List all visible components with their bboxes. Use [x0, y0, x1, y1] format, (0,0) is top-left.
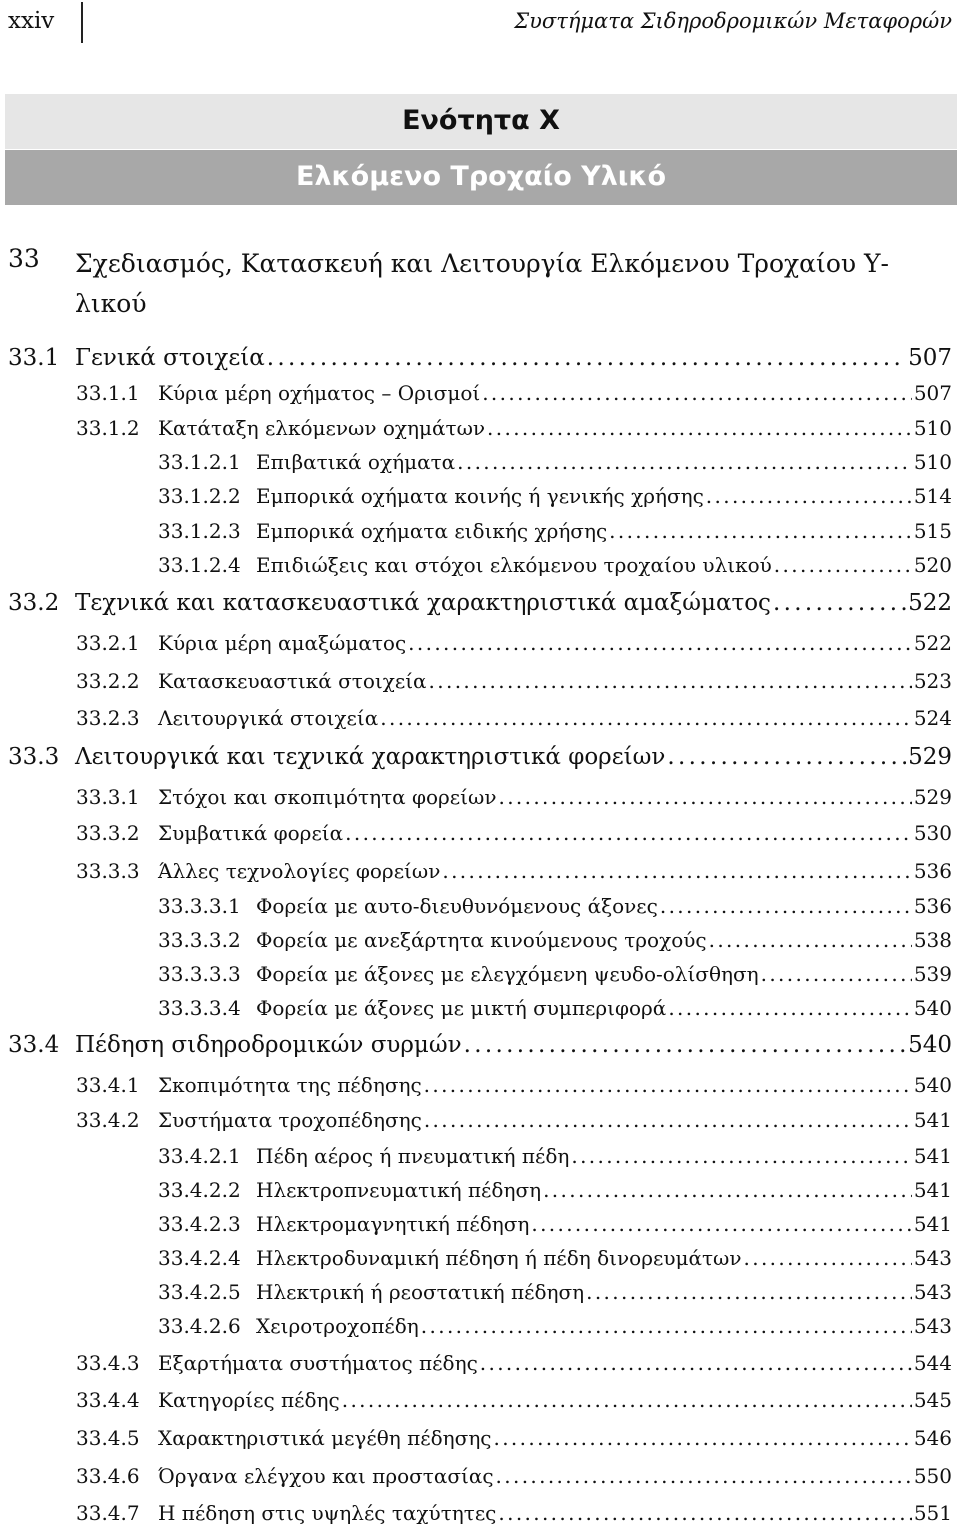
toc-dot-leader	[429, 669, 912, 693]
toc-entry[interactable]	[158, 894, 952, 918]
toc-entry-title: Κύρια μέρη οχήματος – Ορισμοί	[158, 381, 481, 405]
toc-entry-page: 529	[908, 744, 952, 770]
toc-entry-number: 33.4.2.1	[158, 1144, 241, 1168]
toc-entry-title: Στόχοι και σκοπιμότητα φορείων	[158, 785, 497, 809]
toc-entry-title: Εμπορικά οχήματα κοινής ή γενικής χρήσης	[256, 484, 704, 508]
toc-entry[interactable]	[158, 1212, 952, 1236]
toc-entry-page: 541	[913, 1144, 952, 1168]
toc-entry-page: 524	[913, 706, 952, 730]
toc-entry-number: 33.4.2.2	[158, 1178, 241, 1202]
toc-entry-page: 550	[913, 1464, 952, 1488]
toc-entry-number: 33.4.6	[76, 1464, 140, 1488]
toc-dot-leader	[571, 1144, 911, 1168]
toc-dot-leader	[480, 1351, 912, 1375]
toc-dot-leader	[706, 484, 912, 508]
toc-dot-leader	[487, 416, 912, 440]
toc-dot-leader	[494, 1426, 912, 1450]
toc-entry-page: 510	[913, 450, 952, 474]
toc-entry-page: 538	[913, 928, 952, 952]
toc-entry-title: Χαρακτηριστικά μεγέθη πέδησης	[158, 1426, 492, 1450]
toc-entry-number: 33.4.7	[76, 1501, 140, 1525]
toc-entry-title: Κατασκευαστικά στοιχεία	[158, 669, 427, 693]
toc-entry-number: 33.4.4	[76, 1388, 140, 1412]
toc-dot-leader	[498, 785, 911, 809]
toc-dot-leader	[660, 894, 912, 918]
toc-entry-title: Ηλεκτρομαγνητική πέδηση	[256, 1212, 530, 1236]
toc-entry[interactable]	[158, 928, 952, 952]
running-title: Συστήματα Σιδηροδρομικών Μεταφορών	[514, 9, 952, 33]
toc-dot-leader	[424, 1108, 912, 1132]
toc-entry-page: 540	[913, 996, 952, 1020]
toc-entry[interactable]	[158, 962, 952, 986]
section-label-banner	[5, 94, 957, 149]
toc-entry-page: 543	[913, 1280, 952, 1304]
toc-entry[interactable]	[8, 345, 952, 371]
toc-entry-number: 33.3.3.2	[158, 928, 241, 952]
toc-entry-number: 33.3.2	[76, 821, 140, 845]
toc-entry-title: Επιδιώξεις και στόχοι ελκόμενου τροχαίου υλικού	[256, 553, 772, 577]
toc-entry-number: 33.4	[8, 1032, 60, 1058]
toc-dot-leader	[773, 590, 906, 616]
toc-entry-number: 33.4.2.6	[158, 1314, 241, 1338]
toc-entry-page: 545	[913, 1388, 952, 1412]
chapter-number: 33	[8, 244, 40, 273]
toc-entry-page: 515	[913, 519, 952, 543]
toc-entry[interactable]	[158, 1144, 952, 1168]
toc-entry-number: 33.1.2.1	[158, 450, 241, 474]
toc-entry[interactable]	[8, 744, 952, 770]
toc-entry[interactable]	[158, 1178, 952, 1202]
toc-dot-leader	[586, 1280, 912, 1304]
toc-entry-title: Φορεία με αυτο-διευθυνόμενους άξονες	[256, 894, 658, 918]
toc-entry-number: 33.3.3.4	[158, 996, 241, 1020]
toc-entry-number: 33.4.1	[76, 1073, 140, 1097]
toc-entry-page: 522	[913, 631, 952, 655]
toc-entry-title: Όργανα ελέγχου και προστασίας	[158, 1464, 494, 1488]
toc-entry[interactable]	[76, 1501, 952, 1525]
toc-entry-page: 543	[913, 1314, 952, 1338]
toc-entry-page: 529	[913, 785, 952, 809]
toc-entry-number: 33.4.2.5	[158, 1280, 241, 1304]
toc-entry-number: 33.3.3	[76, 859, 140, 883]
toc-dot-leader	[744, 1246, 912, 1270]
toc-entry[interactable]	[158, 1280, 952, 1304]
toc-entry-number: 33.1.1	[76, 381, 140, 405]
toc-entry-page: 543	[913, 1246, 952, 1270]
toc-entry-title: Κύρια μέρη αμαξώματος	[158, 631, 407, 655]
toc-entry-number: 33.3	[8, 744, 60, 770]
toc-entry-number: 33.1.2.3	[158, 519, 241, 543]
page-number: xxiv	[8, 8, 55, 34]
toc-entry-page: 510	[913, 416, 952, 440]
toc-entry[interactable]	[158, 996, 952, 1020]
toc-entry[interactable]	[158, 519, 952, 543]
toc-dot-leader	[761, 962, 912, 986]
toc-entry-page: 546	[913, 1426, 952, 1450]
toc-entry-number: 33.3.1	[76, 785, 140, 809]
toc-entry-title: Χειροτροχοπέδη	[256, 1314, 419, 1338]
toc-entry-title: Εξαρτήματα συστήματος πέδης	[158, 1351, 478, 1375]
toc-entry-page: 539	[913, 962, 952, 986]
toc-entry[interactable]	[76, 669, 952, 693]
toc-entry-title: Πέδηση σιδηροδρομικών συρμών	[75, 1032, 462, 1058]
toc-entry-title: Ηλεκτροπνευματική πέδηση	[256, 1178, 542, 1202]
toc-dot-leader	[424, 1073, 912, 1097]
toc-dot-leader	[496, 1464, 912, 1488]
toc-entry[interactable]	[76, 416, 952, 440]
toc-entry-page: 551	[913, 1501, 952, 1525]
toc-entry-page: 544	[913, 1351, 952, 1375]
toc-dot-leader	[345, 821, 912, 845]
toc-dot-leader	[609, 519, 912, 543]
toc-entry[interactable]	[158, 553, 952, 577]
toc-entry-page: 541	[913, 1212, 952, 1236]
toc-entry-title: Φορεία με άξονες με μικτή συμπεριφορά	[256, 996, 667, 1020]
toc-entry-number: 33.2	[8, 590, 60, 616]
toc-dot-leader	[408, 631, 912, 655]
toc-entry-number: 33.2.1	[76, 631, 140, 655]
header-divider	[81, 2, 83, 43]
toc-entry-number: 33.1.2.2	[158, 484, 241, 508]
toc-entry-number: 33.4.5	[76, 1426, 140, 1450]
toc-entry-page: 522	[908, 590, 952, 616]
toc-dot-leader	[380, 706, 912, 730]
toc-dot-leader	[498, 1501, 911, 1525]
toc-dot-leader	[267, 345, 906, 371]
toc-entry-number: 33.1.2.4	[158, 553, 241, 577]
toc-entry-number: 33.4.2	[76, 1108, 140, 1132]
toc-entry-number: 33.4.2.4	[158, 1246, 241, 1270]
chapter-title: Σχεδιασμός, Κατασκευή και Λειτουργία Ελκόμενου Τροχαίου Υ-λικού	[75, 249, 889, 318]
toc-entry-number: 33.2.2	[76, 669, 140, 693]
toc-entry-title: Πέδη αέρος ή πνευματική πέδη	[256, 1144, 570, 1168]
toc-entry-page: 540	[913, 1073, 952, 1097]
toc-entry[interactable]	[76, 631, 952, 655]
toc-entry[interactable]	[158, 450, 952, 474]
toc-entry-page: 536	[913, 894, 952, 918]
toc-entry-number: 33.2.3	[76, 706, 140, 730]
toc-entry-title: Συστήματα τροχοπέδησης	[158, 1108, 422, 1132]
toc-entry-title: Η πέδηση στις υψηλές ταχύτητες	[158, 1501, 497, 1525]
toc-entry-number: 33.3.3.1	[158, 894, 241, 918]
toc-entry-page: 520	[913, 553, 952, 577]
section-title-banner	[5, 150, 957, 205]
toc-entry[interactable]	[158, 1246, 952, 1270]
toc-entry-title: Φορεία με ανεξάρτητα κινούμενους τροχούς	[256, 928, 707, 952]
toc-dot-leader	[482, 381, 912, 405]
toc-entry-number: 33.1.2	[76, 416, 140, 440]
toc-entry-title: Φορεία με άξονες με ελεγχόμενη ψευδο-ολίσθηση	[256, 962, 759, 986]
toc-entry[interactable]	[76, 859, 952, 883]
toc-entry[interactable]	[76, 1351, 952, 1375]
toc-entry[interactable]	[76, 1464, 952, 1488]
toc-entry-page: 507	[908, 345, 952, 371]
toc-entry-title: Εμπορικά οχήματα ειδικής χρήσης	[256, 519, 608, 543]
toc-entry-title: Κατηγορίες πέδης	[158, 1388, 340, 1412]
toc-entry[interactable]	[8, 590, 952, 616]
toc-entry-title: Ηλεκτροδυναμική πέδηση ή πέδη δινορευμάτων	[256, 1246, 742, 1270]
toc-entry-title: Ηλεκτρική ή ρεοστατική πέδηση	[256, 1280, 585, 1304]
toc-entry-title: Συμβατικά φορεία	[158, 821, 344, 845]
toc-dot-leader	[667, 744, 906, 770]
toc-entry[interactable]	[158, 1314, 952, 1338]
toc-entry[interactable]	[76, 1426, 952, 1450]
toc-entry[interactable]	[76, 821, 952, 845]
toc-entry-title: Λειτουργικά στοιχεία	[158, 706, 379, 730]
toc-dot-leader	[464, 1032, 906, 1058]
toc-entry[interactable]	[76, 1073, 952, 1097]
page-header	[0, 0, 960, 44]
toc-entry[interactable]	[76, 1108, 952, 1132]
toc-dot-leader	[709, 928, 912, 952]
toc-entry-page: 507	[913, 381, 952, 405]
toc-entry-title: Τεχνικά και κατασκευαστικά χαρακτηριστικά αμαξώματος	[75, 590, 771, 616]
toc-entry-page: 530	[913, 821, 952, 845]
toc-entry-title: Επιβατικά οχήματα	[256, 450, 456, 474]
toc-entry[interactable]	[76, 706, 952, 730]
toc-entry-page: 541	[913, 1108, 952, 1132]
toc-entry-page: 540	[908, 1032, 952, 1058]
section-label: Ενότητα Χ	[402, 105, 560, 136]
toc-dot-leader	[668, 996, 912, 1020]
toc-dot-leader	[342, 1388, 912, 1412]
section-title: Ελκόμενο Τροχαίο Υλικό	[295, 161, 667, 192]
toc-entry-title: Λειτουργικά και τεχνικά χαρακτηριστικά φορείων	[75, 744, 666, 770]
toc-dot-leader	[421, 1314, 912, 1338]
toc-entry-number: 33.4.2.3	[158, 1212, 241, 1236]
toc-entry-title: Σκοπιμότητα της πέδησης	[158, 1073, 422, 1097]
toc-entry[interactable]	[8, 1032, 952, 1058]
toc-entry[interactable]	[76, 1388, 952, 1412]
toc-dot-leader	[543, 1178, 912, 1202]
toc-entry[interactable]	[76, 381, 952, 405]
toc-entry-number: 33.4.3	[76, 1351, 140, 1375]
toc-entry-page: 523	[913, 669, 952, 693]
toc-entry-number: 33.1	[8, 345, 60, 371]
toc-dot-leader	[774, 553, 912, 577]
toc-entry-page: 541	[913, 1178, 952, 1202]
toc-entry-page: 514	[913, 484, 952, 508]
toc-entry-page: 536	[913, 859, 952, 883]
toc-dot-leader	[442, 859, 911, 883]
toc-entry[interactable]	[158, 484, 952, 508]
toc-entry-number: 33.3.3.3	[158, 962, 241, 986]
toc-dot-leader	[457, 450, 912, 474]
toc-entry-title: Κατάταξη ελκόμενων οχημάτων	[158, 416, 486, 440]
toc-dot-leader	[531, 1212, 911, 1236]
toc-entry[interactable]	[76, 785, 952, 809]
toc-entry-title: Άλλες τεχνολογίες φορείων	[158, 859, 441, 883]
toc-entry-title: Γενικά στοιχεία	[75, 345, 265, 371]
